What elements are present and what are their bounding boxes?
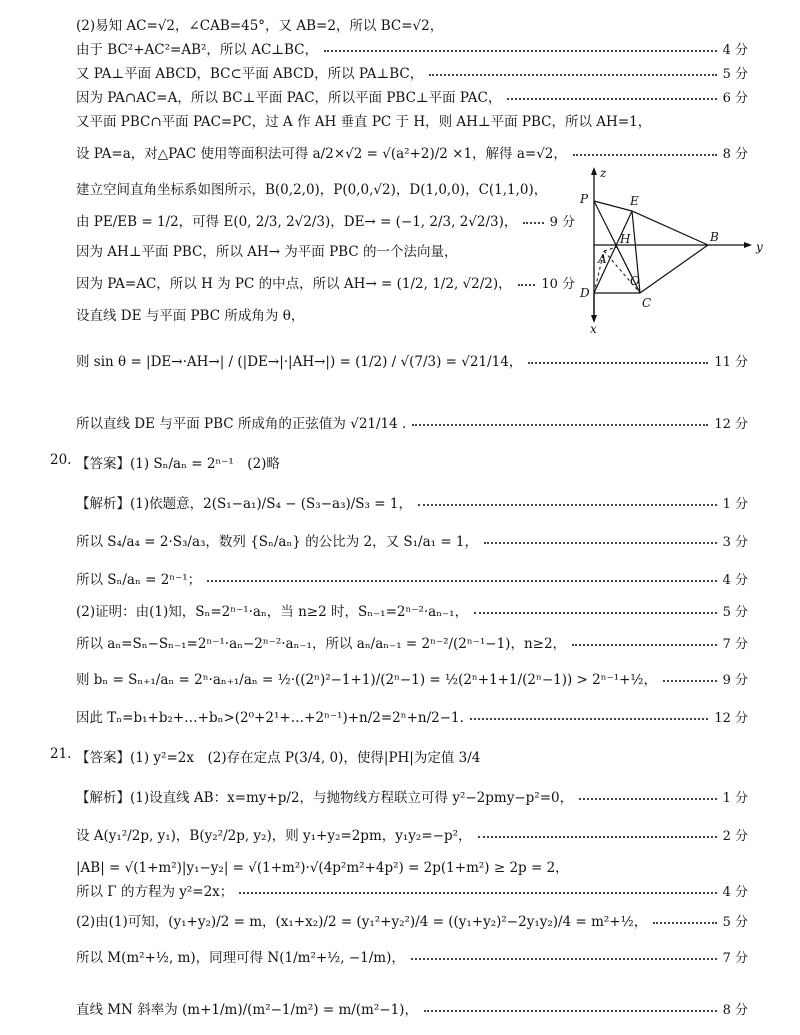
score-points: 8 分 (722, 1002, 748, 1018)
label-B: B (710, 230, 719, 244)
z-axis-arrow (591, 167, 597, 175)
solution-line: (2)由(1)可知，(y₁+y₂)/2 = m，(x₁+x₂)/2 = (y₁²+y₂²)/4 = ((y₁+y₂)²−2y₁y₂)/4 = m²+½， 5 分 (76, 910, 748, 930)
solution-line: 又平面 PBC∩平面 PAC=PC，过 A 作 AH 垂直 PC 于 H，则 AH⊥平面 PBC，所以 AH=1， (76, 114, 652, 130)
score-points: 9 分 (722, 672, 748, 688)
solution-line: (2)证明：由(1)知，Sₙ=2ⁿ⁻¹·aₙ，当 n≥2 时，Sₙ₋₁=2ⁿ⁻²·aₙ₋₁， 5 分 (76, 600, 748, 620)
score-points: 7 分 (722, 950, 748, 966)
solution-line: 【解析】(1)依题意，2(S₁−a₁)/S₄ − (S₃−a₃)/S₃ = 1， 1 分 (76, 492, 748, 512)
solution-line: 由 PE/EB = 1/2，可得 E(0, 2/3, 2√2/3)，DE→ = (−1, 2/3, 2√2/3)， 9 分 (76, 210, 575, 230)
edge-CB (640, 245, 708, 293)
answer-line: 【答案】(1) Sₙ/aₙ = 2ⁿ⁻¹ (2)略 (76, 456, 280, 472)
score-points: 11 分 (714, 354, 748, 370)
solution-line: |AB| = √(1+m²)|y₁−y₂| = √(1+m²)·√(4p²m²+4p²) = 2p(1+m²) ≥ 2p = 2， (76, 860, 569, 876)
label-D: D (580, 286, 590, 300)
label-H: H (620, 232, 631, 246)
question-number: 20. (50, 452, 72, 468)
score-points: 8 分 (722, 146, 748, 162)
solution-line: 所以 S₄/a₄ = 2·S₃/a₃，数列 {Sₙ/aₙ} 的公比为 2，又 S₁/a₁ = 1， 3 分 (76, 530, 748, 550)
solution-line: 因为 AH⊥平面 PBC，所以 AH→ 为平面 PBC 的一个法向量， (76, 244, 458, 260)
geometry-figure (570, 165, 770, 335)
solution-line: 由于 BC²+AC²=AB²，所以 AC⊥BC， 4 分 (76, 38, 748, 58)
score-points: 4 分 (722, 884, 748, 900)
solution-line: 所以 M(m²+½, m)，同理可得 N(1/m²+½, −1/m)， 7 分 (76, 946, 748, 966)
score-points: 4 分 (722, 42, 748, 58)
y-axis-arrow (744, 242, 752, 248)
score-points: 12 分 (714, 416, 748, 432)
score-points: 10 分 (541, 276, 575, 292)
solution-line: 【解析】(1)设直线 AB：x=my+p/2，与抛物线方程联立可得 y²−2pmy−p²=0， 1 分 (76, 786, 748, 806)
score-points: 2 分 (722, 828, 748, 844)
solution-line: 所以 aₙ=Sₙ−Sₙ₋₁=2ⁿ⁻¹·aₙ−2ⁿ⁻²·aₙ₋₁，所以 aₙ/aₙ₋₁ = 2ⁿ⁻²/(2ⁿ⁻¹−1)，n≥2， 7 分 (76, 632, 748, 652)
label-y: y (756, 240, 763, 254)
edge-EB (632, 211, 708, 245)
solution-line: (2)易知 AC=√2，∠CAB=45°，又 AB=2，所以 BC=√2， (76, 18, 444, 34)
label-z: z (600, 166, 607, 180)
label-P: P (580, 192, 589, 206)
score-points: 1 分 (722, 496, 748, 512)
label-E: E (630, 194, 639, 208)
score-points: 9 分 (549, 214, 575, 230)
solution-line: 所以直线 DE 与平面 PBC 所成角的正弦值为 √21/14 . 12 分 (76, 412, 748, 432)
solution-line: 则 bₙ = Sₙ₊₁/aₙ = 2ⁿ·aₙ₊₁/aₙ = ½·((2ⁿ)²−1+1)/(2ⁿ−1) = ½(2ⁿ+1+1/(2ⁿ−1)) > 2ⁿ⁻¹+½， 9 分 (76, 668, 748, 688)
solution-line: 又 PA⊥平面 ABCD，BC⊂平面 ABCD，所以 PA⊥BC， 5 分 (76, 62, 748, 82)
score-points: 6 分 (722, 90, 748, 106)
score-points: 3 分 (722, 534, 748, 550)
solution-line: 所以 Γ 的方程为 y²=2x； 4 分 (76, 880, 748, 900)
solution-line: 直线 MN 斜率为 (m+1/m)/(m²−1/m²) = m/(m²−1)， 8 分 (76, 998, 748, 1018)
solution-line: 因为 PA∩AC=A，所以 BC⊥平面 PAC，所以平面 PBC⊥平面 PAC， 6 分 (76, 86, 748, 106)
score-points: 5 分 (722, 604, 748, 620)
edge-PE (594, 201, 632, 211)
label-O: O (630, 274, 640, 288)
solution-line: 所以 Sₙ/aₙ = 2ⁿ⁻¹； 4 分 (76, 568, 748, 588)
question-number: 21. (50, 746, 72, 762)
score-points: 7 分 (722, 636, 748, 652)
solution-line: 设直线 DE 与平面 PBC 所成角为 θ， (76, 308, 305, 324)
solution-line: 则 sin θ = |DE→·AH→| / (|DE→|·|AH→|) = (1/2) / √(7/3) = √21/14， 11 分 (76, 350, 748, 370)
solution-line: 建立空间直角坐标系如图所示，B(0,2,0)，P(0,0,√2)，D(1,0,0)，C(1,1,0)， (76, 182, 548, 198)
label-A: A (598, 252, 607, 266)
score-points: 12 分 (714, 710, 748, 726)
solution-line: 设 A(y₁²/2p, y₁)，B(y₂²/2p, y₂)，则 y₁+y₂=2pm，y₁y₂=−p²， 2 分 (76, 824, 748, 844)
label-x: x (590, 322, 597, 335)
score-points: 1 分 (722, 790, 748, 806)
score-points: 4 分 (722, 572, 748, 588)
label-C: C (642, 296, 652, 310)
score-points: 5 分 (722, 66, 748, 82)
answer-line: 【答案】(1) y²=2x (2)存在定点 P(3/4, 0)，使得|PH|为定值 3/4 (76, 750, 481, 766)
solution-line: 因为 PA=AC，所以 H 为 PC 的中点，所以 AH→ = (1/2, 1/2, √2/2)， 10 分 (76, 272, 575, 292)
score-points: 5 分 (722, 914, 748, 930)
solution-line: 因此 Tₙ=b₁+b₂+…+bₙ>(2⁰+2¹+…+2ⁿ⁻¹)+n/2=2ⁿ+n/2−1. 12 分 (76, 706, 748, 726)
solution-line: 设 PA=a，对△PAC 使用等面积法可得 a/2×√2 = √(a²+2)/2 ×1，解得 a=√2， 8 分 (76, 142, 748, 162)
